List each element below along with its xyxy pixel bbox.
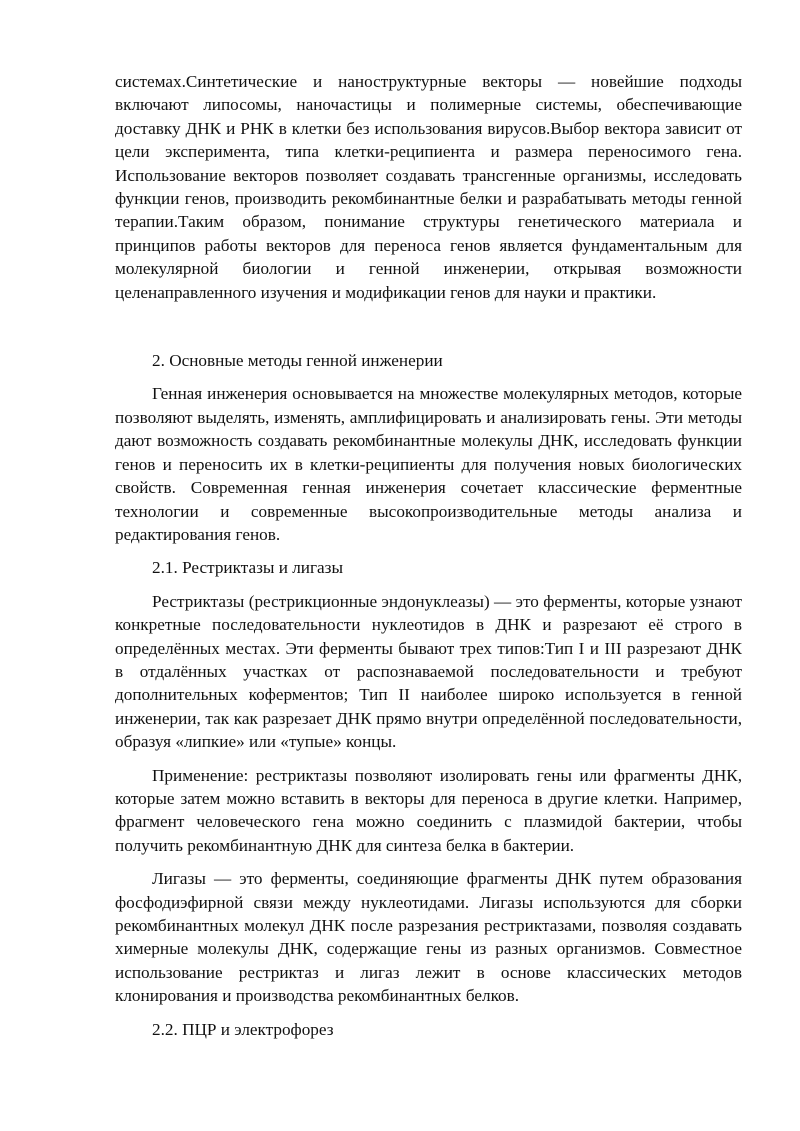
ligases-paragraph: Лигазы — это ферменты, соединяющие фрагменты ДНК путем образования фосфодиэфирной связи между нуклеотидами. Лигазы используются для сборки рекомбинантных молекул ДНК после разрезания рестриктазами, позволяя создавать химерные молекулы ДНК, содержащие гены из разных организмов. Совместное использование рестриктаз и лигаз лежит в основе классических методов клонирования и производства рекомбинантных белков. <box>115 869 742 1006</box>
restriction-enzymes-paragraph: Рестриктазы (рестрикционные эндонуклеазы) — это ферменты, которые узнают конкретные последовательности нуклеотидов в ДНК и разрезают её строго в определённых местах. Эти ферменты бывают трех типов:Тип I и III разрезают ДНК в отдалённых участках от распознаваемой последовательности и требуют дополнительных коферментов; Тип II наиболее широко используется в генной инженерии, так как разрезает ДНК прямо внутри определённой последовательности, образуя «липкие» или «тупые» концы. <box>115 591 742 752</box>
application-paragraph: Применение: рестриктазы позволяют изолировать гены или фрагменты ДНК, которые затем можно вставить в векторы для переноса в другие клетки. Например, фрагмент человеческого гена можно соединить с плазмидой бактерии, чтобы получить рекомбинантную ДНК для синтеза белка в бактерии. <box>115 765 742 855</box>
subsection-heading-2-2: 2.2. ПЦР и электрофорез <box>152 1019 334 1039</box>
intro-paragraph: системах.Синтетические и наноструктурные векторы — новейшие подходы включают липосомы, наночастицы и полимерные системы, обеспечивающие доставку ДНК и РНК в клетки без использования вирусов.Выбор вектора зависит от цели эксперимента, типа клетки-реципиента и размера переносимого гена. Использование векторов позволяет создавать трансгенные организмы, исследовать функции генов, производить рекомбинантные белки и разрабатывать методы генной терапии.Таким образом, понимание структуры генетического материала и принципов работы векторов для переноса генов является фундаментальным для молекулярной биологии и генной инженерии, открывая возможности целенаправленного изучения и модификации генов для науки и практики. <box>115 72 742 302</box>
document-page <box>115 70 742 1041</box>
section-heading-2: 2. Основные методы генной инженерии <box>152 351 443 371</box>
section-2-intro-paragraph: Генная инженерия основывается на множестве молекулярных методов, которые позволяют выделять, изменять, амплифицировать и анализировать гены. Эти методы дают возможность создавать рекомбинантные молекулы ДНК, исследовать функции генов и переносить их в клетки-реципиенты для получения новых биологических свойств. Современная генная инженерия сочетает классические ферментные технологии и современные высокопроизводительные методы анализа и редактирования генов. <box>115 384 742 544</box>
subsection-heading-2-1: 2.1. Рестриктазы и лигазы <box>152 558 344 578</box>
